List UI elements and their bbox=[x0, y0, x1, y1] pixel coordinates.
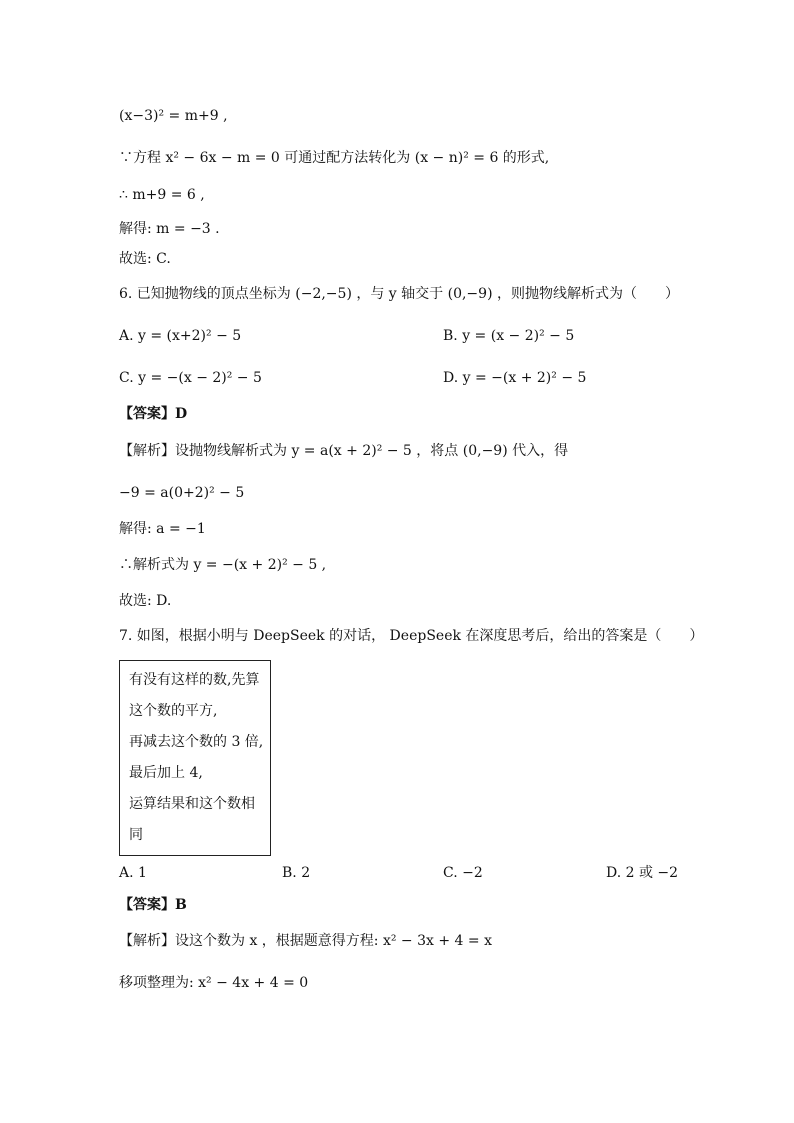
dialogue-box bbox=[119, 660, 271, 856]
analysis-7-line-1: 【解析】设这个数为 x ，根据题意得方程: x² − 3x + 4 = x bbox=[119, 933, 492, 949]
answer-7: 【答案】B bbox=[119, 897, 187, 913]
analysis-6-line-3: 解得: a = −1 bbox=[119, 521, 206, 537]
option-7c: C. −2 bbox=[443, 865, 483, 881]
eq-line-5: 故选: C. bbox=[119, 251, 171, 267]
eq-line-4: 解得: m = −3 . bbox=[119, 221, 220, 237]
dialogue-line: 同 bbox=[129, 827, 143, 843]
option-6b: B. y = (x − 2)² − 5 bbox=[443, 328, 575, 344]
eq-line-2: ∵方程 x² − 6x − m = 0 可通过配方法转化为 (x − n)² = 6 的形式, bbox=[119, 150, 550, 166]
eq-line-3: ∴ m+9 = 6 , bbox=[119, 187, 205, 203]
question-7: 7. 如图，根据小明与 DeepSeek 的对话， DeepSeek 在深度思考后，给出的答案是（ ） bbox=[119, 628, 704, 644]
option-6a: A. y = (x+2)² − 5 bbox=[119, 328, 242, 344]
dialogue-line: 再减去这个数的 3 倍, bbox=[129, 734, 264, 750]
answer-6: 【答案】D bbox=[119, 406, 188, 422]
option-7a: A. 1 bbox=[119, 865, 147, 881]
dialogue-line: 有没有这样的数,先算 bbox=[129, 672, 260, 688]
question-6: 6. 已知抛物线的顶点坐标为 (−2,−5) ，与 y 轴交于 (0,−9) ，则抛物线解析式为（ ） bbox=[119, 286, 679, 302]
analysis-6-line-2: −9 = a(0+2)² − 5 bbox=[119, 485, 245, 501]
analysis-6-line-1: 【解析】设抛物线解析式为 y = a(x + 2)² − 5 ，将点 (0,−9) 代入，得 bbox=[119, 443, 569, 459]
eq-line-1: (x−3)² = m+9 , bbox=[119, 108, 228, 124]
analysis-6-line-5: 故选: D. bbox=[119, 593, 172, 609]
option-6c: C. y = −(x − 2)² − 5 bbox=[119, 370, 262, 386]
option-7d: D. 2 或 −2 bbox=[606, 865, 679, 881]
analysis-6-line-4: ∴解析式为 y = −(x + 2)² − 5 , bbox=[119, 557, 327, 573]
dialogue-line: 最后加上 4, bbox=[129, 765, 203, 781]
option-7b: B. 2 bbox=[282, 865, 311, 881]
analysis-7-line-2: 移项整理为: x² − 4x + 4 = 0 bbox=[119, 975, 309, 991]
dialogue-line: 这个数的平方, bbox=[129, 703, 218, 719]
dialogue-line: 运算结果和这个数相 bbox=[129, 796, 255, 812]
option-6d: D. y = −(x + 2)² − 5 bbox=[443, 370, 587, 386]
